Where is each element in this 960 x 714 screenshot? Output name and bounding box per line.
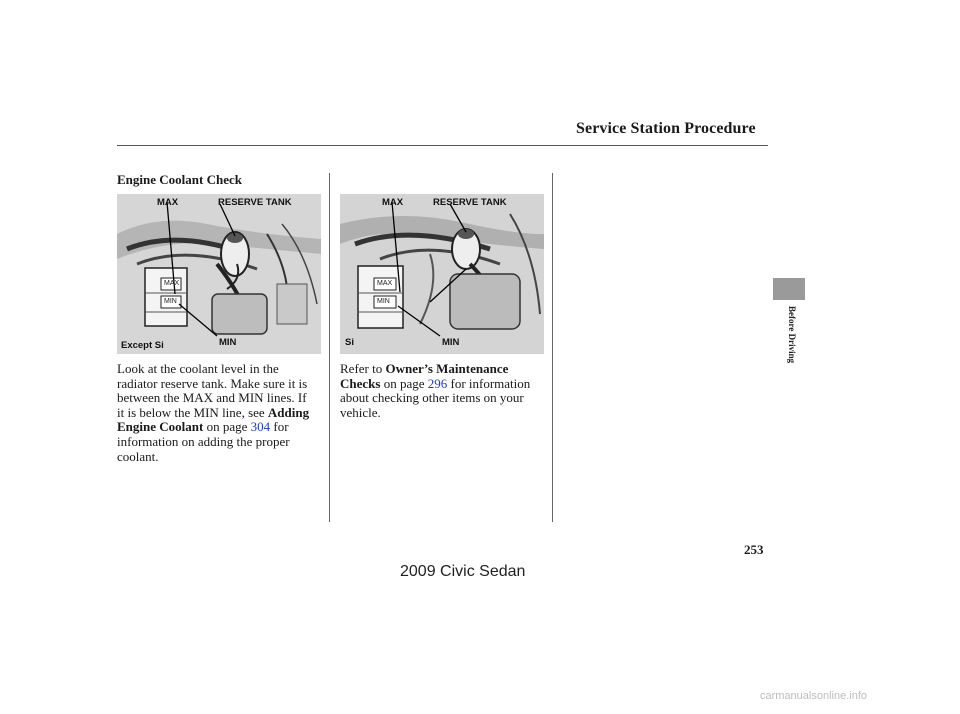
- text-line: Engine Coolant on page 304 for: [117, 419, 289, 435]
- text-line: radiator reserve tank. Make sure it is: [117, 375, 308, 391]
- reserve-tank-callout: RESERVE TANK: [433, 197, 507, 208]
- page-title: Service Station Procedure: [576, 120, 756, 137]
- variant-label: Except Si: [121, 340, 164, 351]
- coolant-check-paragraph: [117, 362, 327, 464]
- coolant-photo-except-si: [117, 194, 321, 354]
- page-304-link[interactable]: 304: [250, 419, 271, 435]
- adding-coolant-reference: Adding: [267, 404, 310, 420]
- max-callout: MAX: [157, 197, 179, 208]
- embossed-max-mark: MAX: [164, 280, 180, 287]
- embossed-min-mark: MIN: [164, 298, 177, 305]
- text-line: it is below the MIN line, see Adding: [117, 404, 310, 420]
- text-line: Look at the coolant level in the: [117, 361, 279, 376]
- variant-label: Si: [345, 337, 354, 348]
- embossed-min-mark: MIN: [377, 298, 390, 305]
- text-line: information on adding the proper: [117, 433, 290, 449]
- text-line: vehicle.: [340, 404, 381, 420]
- column-divider-right: [552, 173, 553, 522]
- owners-maintenance-reference: Owner’s Maintenance: [385, 361, 509, 376]
- min-callout: MIN: [442, 337, 460, 348]
- embossed-max-mark: MAX: [377, 280, 393, 287]
- chapter-tab-marker: [773, 278, 805, 300]
- footer-model-name: 2009 Civic Sedan: [400, 563, 526, 580]
- coolant-photo-si: [340, 194, 544, 354]
- text-line: about checking other items on your: [340, 390, 524, 406]
- page-number: 253: [744, 542, 764, 557]
- text-line: Refer to Owner’s Maintenance: [340, 361, 509, 376]
- section-heading: Engine Coolant Check: [117, 172, 242, 187]
- engine-bay-illustration: [340, 194, 544, 354]
- reserve-tank-callout: RESERVE TANK: [218, 197, 292, 208]
- min-callout: MIN: [219, 337, 237, 348]
- owners-maintenance-reference: Checks: [340, 375, 381, 391]
- maintenance-reference-paragraph: [340, 362, 552, 420]
- engine-bay-illustration: [117, 194, 321, 354]
- header-divider: [117, 145, 768, 146]
- max-callout: MAX: [382, 197, 404, 208]
- text-line: between the MAX and MIN lines. If: [117, 390, 307, 406]
- text-line: Checks on page 296 for information: [340, 375, 531, 391]
- text-line: coolant.: [117, 448, 159, 464]
- adding-coolant-reference: Engine Coolant: [117, 419, 204, 435]
- column-divider-left: [329, 173, 330, 522]
- watermark: carmanualsonline.info: [760, 690, 868, 702]
- chapter-label: Before Driving: [787, 306, 797, 364]
- page-296-link[interactable]: 296: [427, 375, 448, 391]
